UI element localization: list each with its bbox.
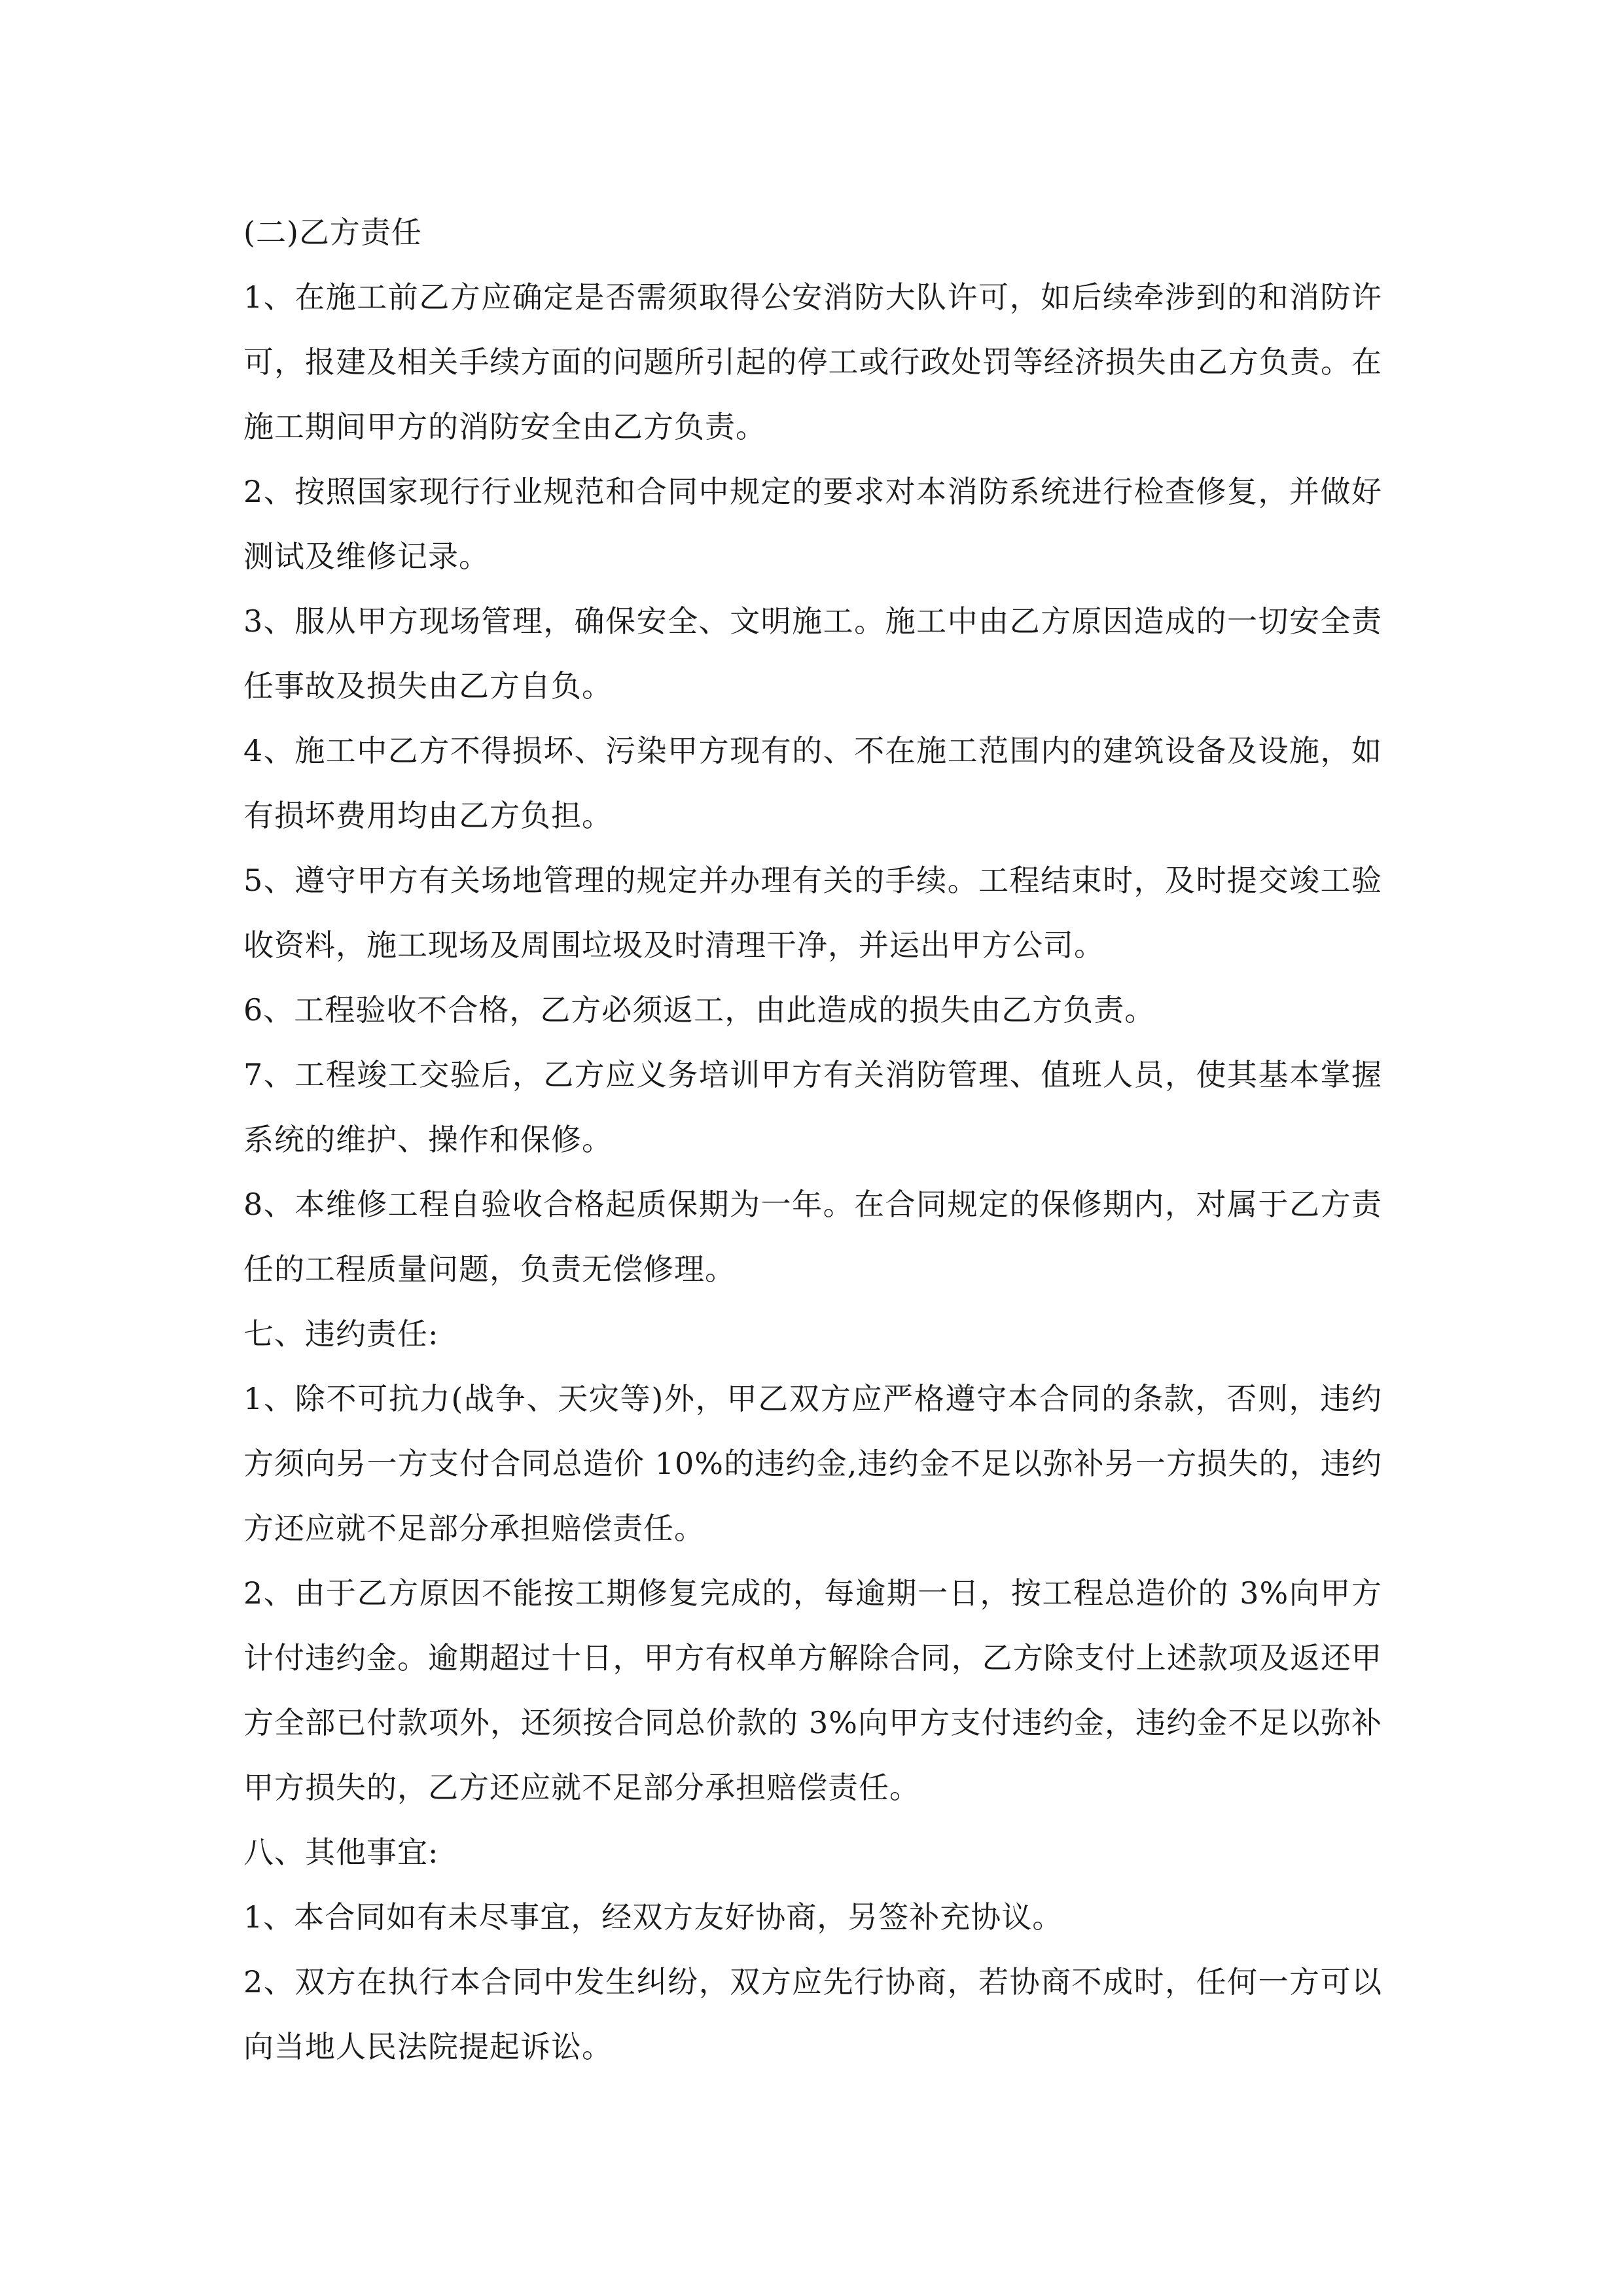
party-b-clause-5: 5、遵守甲方有关场地管理的规定并办理有关的手续。工程结束时，及时提交竣工验收资料，施工现场及周围垃圾及时清理干净，并运出甲方公司。 <box>243 863 1382 963</box>
other-clause-2: 2、双方在执行本合同中发生纠纷，双方应先行协商，若协商不成时，任何一方可以向当地人民法院提起诉讼。 <box>243 1964 1382 2064</box>
breach-clause-1: 1、除不可抗力(战争、天灾等)外，甲乙双方应严格遵守本合同的条款，否则，违约方须向另一方支付合同总造价 10%的违约金,违约金不足以弥补另一方损失的，违约方还应就不足部分承担赔偿责任。 <box>243 1381 1382 1546</box>
party-b-clause-1: 1、在施工前乙方应确定是否需须取得公安消防大队许可，如后续牵涉到的和消防许可，报建及相关手续方面的问题所引起的停工或行政处罚等经济损失由乙方负责。在施工期间甲方的消防安全由乙方负责。 <box>243 279 1382 444</box>
breach-clause-2: 2、由于乙方原因不能按工期修复完成的，每逾期一日，按工程总造价的 3%向甲方计付违约金。逾期超过十日，甲方有权单方解除合同，乙方除支付上述款项及返还甲方全部已付款项外，还须按合同总价款的 3%向甲方支付违约金，违约金不足以弥补甲方损失的，乙方还应就不足部分承担赔偿责任。 <box>243 1575 1382 1805</box>
document-body <box>243 200 1382 2079</box>
party-b-clause-4: 4、施工中乙方不得损坏、污染甲方现有的、不在施工范围内的建筑设备及设施，如有损坏费用均由乙方负担。 <box>243 733 1382 833</box>
party-b-clause-3: 3、服从甲方现场管理，确保安全、文明施工。施工中由乙方原因造成的一切安全责任事故及损失由乙方自负。 <box>243 603 1382 704</box>
section-heading-breach: 七、违约责任: <box>243 1316 439 1352</box>
party-b-clause-2: 2、按照国家现行行业规范和合同中规定的要求对本消防系统进行检查修复，并做好测试及维修记录。 <box>243 474 1382 574</box>
party-b-clause-7: 7、工程竣工交验后，乙方应义务培训甲方有关消防管理、值班人员，使其基本掌握系统的维护、操作和保修。 <box>243 1057 1382 1157</box>
party-b-clause-8: 8、本维修工程自验收合格起质保期为一年。在合同规定的保修期内，对属于乙方责任的工程质量问题，负责无偿修理。 <box>243 1187 1382 1287</box>
other-clause-1: 1、本合同如有未尽事宜，经双方友好协商，另签补充协议。 <box>243 1899 1063 1935</box>
section-heading-other: 八、其他事宜: <box>243 1835 439 1870</box>
party-b-clause-6: 6、工程验收不合格，乙方必须返工，由此造成的损失由乙方负责。 <box>243 992 1156 1028</box>
section-heading-party-b-duties: (二)乙方责任 <box>243 215 422 250</box>
